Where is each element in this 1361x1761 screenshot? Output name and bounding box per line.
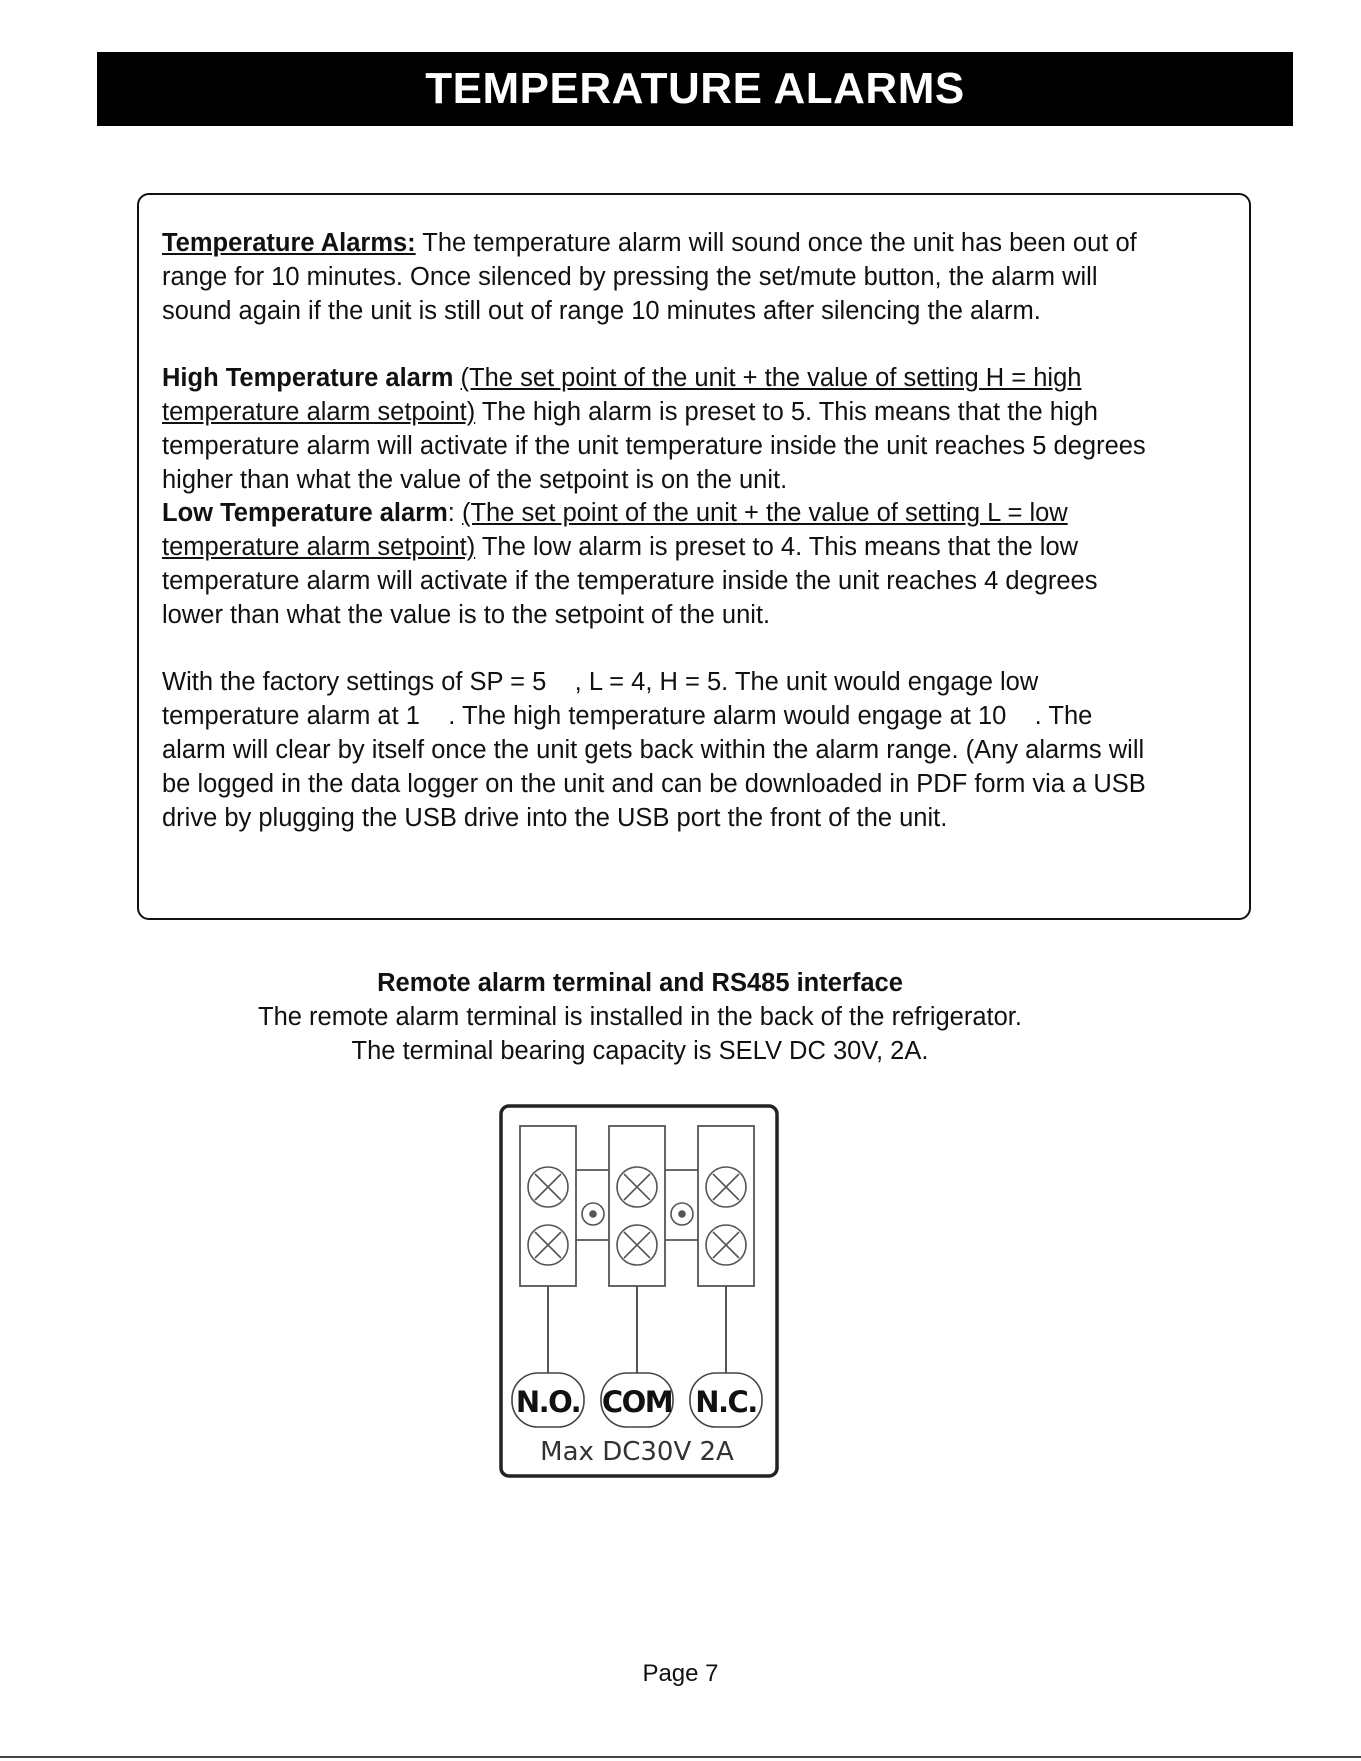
low-alarm-paragraph	[162, 497, 1162, 632]
high-alarm-paragraph	[162, 362, 1162, 497]
terminal-rating: Max DC30V 2A	[540, 1437, 734, 1467]
factory-settings-paragraph: With the factory settings of SP = 5 , L = 4, H = 5. The unit would engage low temperature alarm at 1 . The high temperature alarm would engage at 10 . The alarm will clear by itself once the unit gets back within the alarm range. (Any alarms will be logged in the data logger on the unit and can be downloaded in PDF form via a USB drive by plugging the USB drive into the USB port the front of the unit.	[162, 668, 1153, 832]
alarms-paragraph	[162, 227, 1162, 328]
title-bar	[97, 52, 1293, 126]
terminal-diagram	[497, 1102, 781, 1492]
page-number: Page 7	[642, 1660, 719, 1687]
low-alarm-text: The low alarm is preset to 4. This means that the low temperature alarm will activate if the temperature inside the unit reaches 4 degrees lower than what the value is to the setpoint of the unit.	[162, 533, 1098, 629]
high-alarm-text: The high alarm is preset to 5. This means that the high temperature alarm will activate if the unit temperature inside the unit reaches 5 degrees higher than what the value of the setpoint is on the unit.	[162, 397, 1146, 494]
alarm-info-text	[162, 227, 1162, 835]
low-alarm-colon: :	[447, 499, 462, 528]
page-bottom-rule	[0, 1756, 1361, 1758]
remote-alarm-line-1: The remote alarm terminal is installed in the back of the refrigerator.	[258, 1002, 1022, 1031]
high-alarm-label: High Temperature alarm	[162, 364, 454, 393]
remote-alarm-section	[0, 967, 1280, 1068]
alarms-text: The temperature alarm will sound once the unit has been out of range for 10 minutes. Once silenced by pressing the set/mute button, the alarm will sound again if the unit is still out of range 10 minutes after silencing the alarm.	[162, 229, 1137, 325]
remote-alarm-line-2: The terminal bearing capacity is SELV DC 30V, 2A.	[351, 1036, 929, 1065]
terminal-label-no: N.O.	[515, 1385, 581, 1419]
terminal-label-com: COM	[601, 1385, 673, 1419]
alarms-label: Temperature Alarms:	[162, 229, 416, 257]
high-alarm-formula: (The set point of the unit + the value of setting H = high temperature alarm setpoint)	[162, 364, 1082, 426]
low-alarm-formula: (The set point of the unit + the value of setting L = low temperature alarm setpoint)	[162, 499, 1068, 562]
terminal-label-nc: N.C.	[695, 1385, 757, 1419]
remote-alarm-heading: Remote alarm terminal and RS485 interface	[377, 969, 903, 997]
alarm-info-box	[137, 193, 1251, 920]
page-title: TEMPERATURE ALARMS	[425, 64, 965, 113]
low-alarm-label: Low Temperature alarm	[162, 499, 448, 528]
